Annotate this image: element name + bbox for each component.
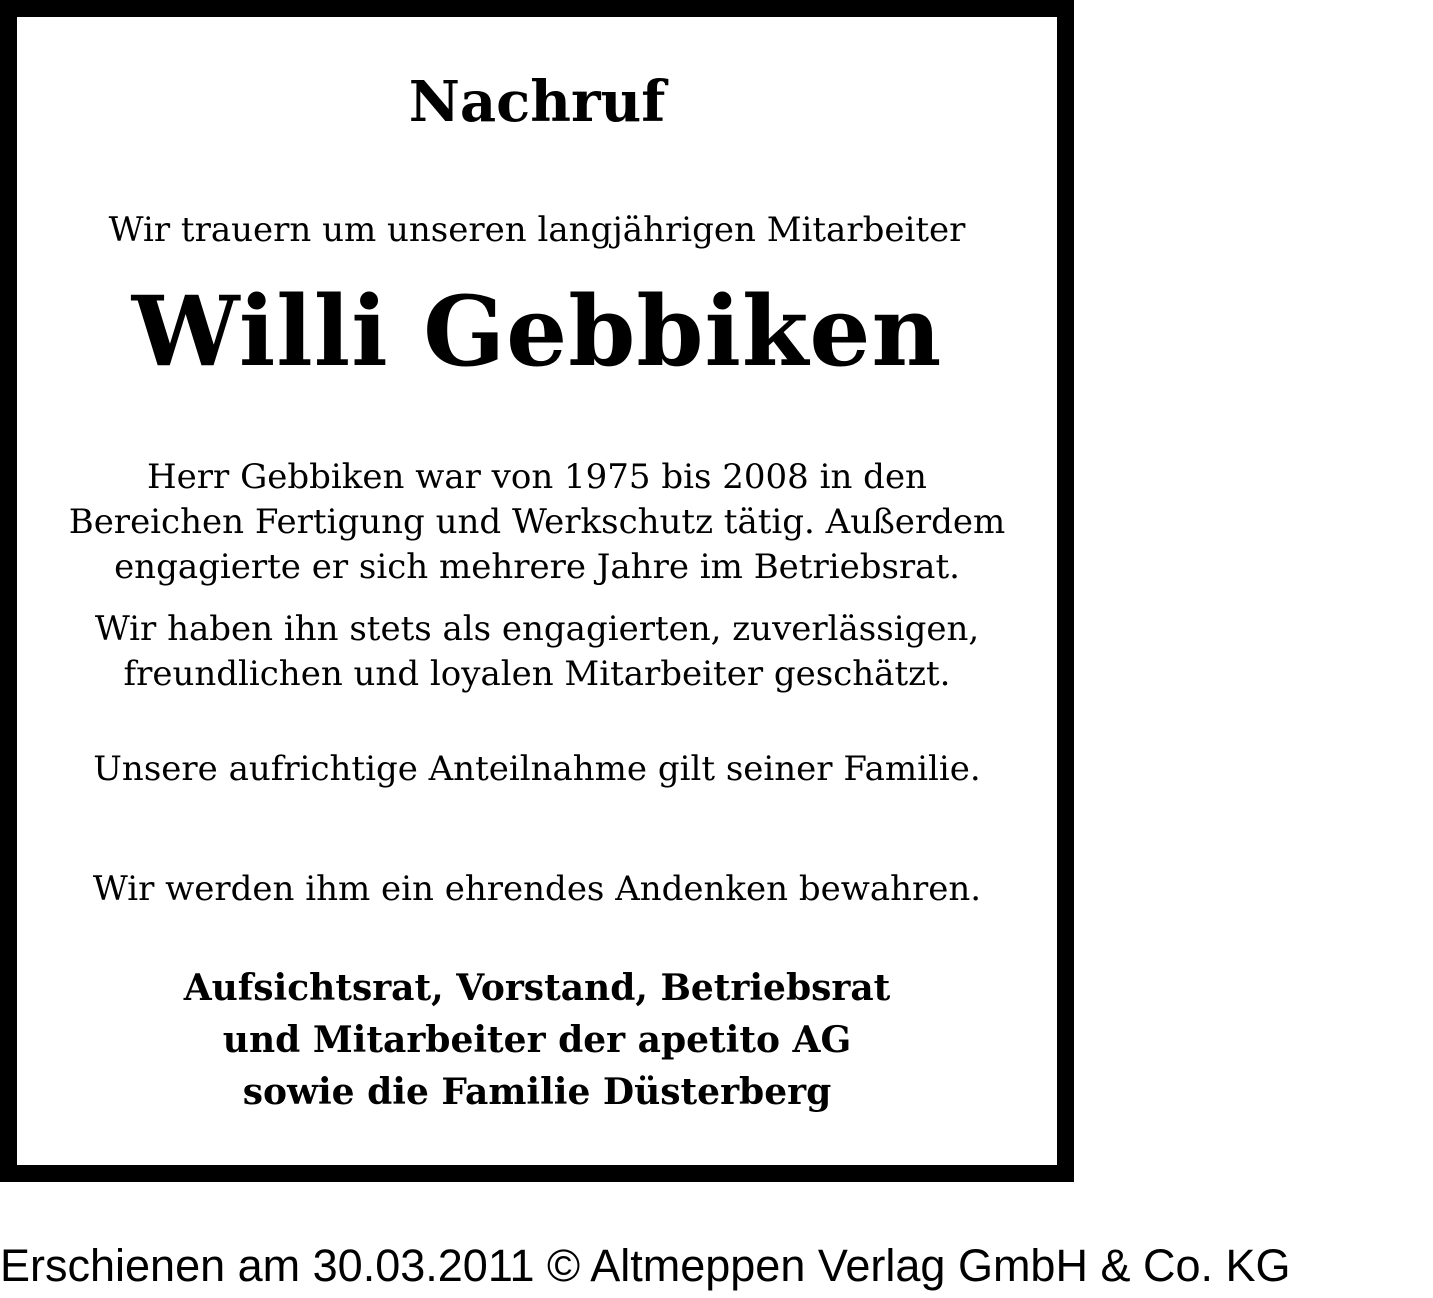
signature-line-1: Aufsichtsrat, Vorstand, Betriebsrat bbox=[183, 967, 891, 1009]
condolence-paragraph: Unsere aufrichtige Anteilnahme gilt seiner Familie. bbox=[93, 749, 981, 789]
obituary-content bbox=[17, 17, 1057, 1165]
remembrance-paragraph: Wir werden ihm ein ehrendes Andenken bewahren. bbox=[92, 869, 982, 909]
appreciation-line-1: Wir haben ihn stets als engagierten, zuverlässigen, bbox=[94, 609, 980, 649]
appreciation-paragraph bbox=[17, 607, 1057, 697]
signature-line-2: und Mitarbeiter der apetito AG bbox=[222, 1019, 852, 1061]
notice-intro: Wir trauern um unseren langjährigen Mitarbeiter bbox=[108, 210, 966, 250]
publication-footer: Erschienen am 30.03.2011 © Altmeppen Verlag GmbH & Co. KG bbox=[0, 1240, 1291, 1291]
employment-line-3: engagierte er sich mehrere Jahre im Betriebsrat. bbox=[114, 547, 960, 587]
employment-line-2: Bereichen Fertigung und Werkschutz tätig. Außerdem bbox=[68, 502, 1006, 542]
employment-line-1: Herr Gebbiken war von 1975 bis 2008 in den bbox=[147, 457, 927, 497]
signature-block bbox=[17, 962, 1057, 1118]
appreciation-line-2: freundlichen und loyalen Mitarbeiter geschätzt. bbox=[123, 654, 951, 694]
notice-title: Nachruf bbox=[408, 69, 666, 135]
signature-line-3: sowie die Familie Düsterberg bbox=[242, 1071, 832, 1113]
employment-paragraph bbox=[17, 455, 1057, 590]
deceased-name: Willi Gebbiken bbox=[131, 275, 943, 388]
